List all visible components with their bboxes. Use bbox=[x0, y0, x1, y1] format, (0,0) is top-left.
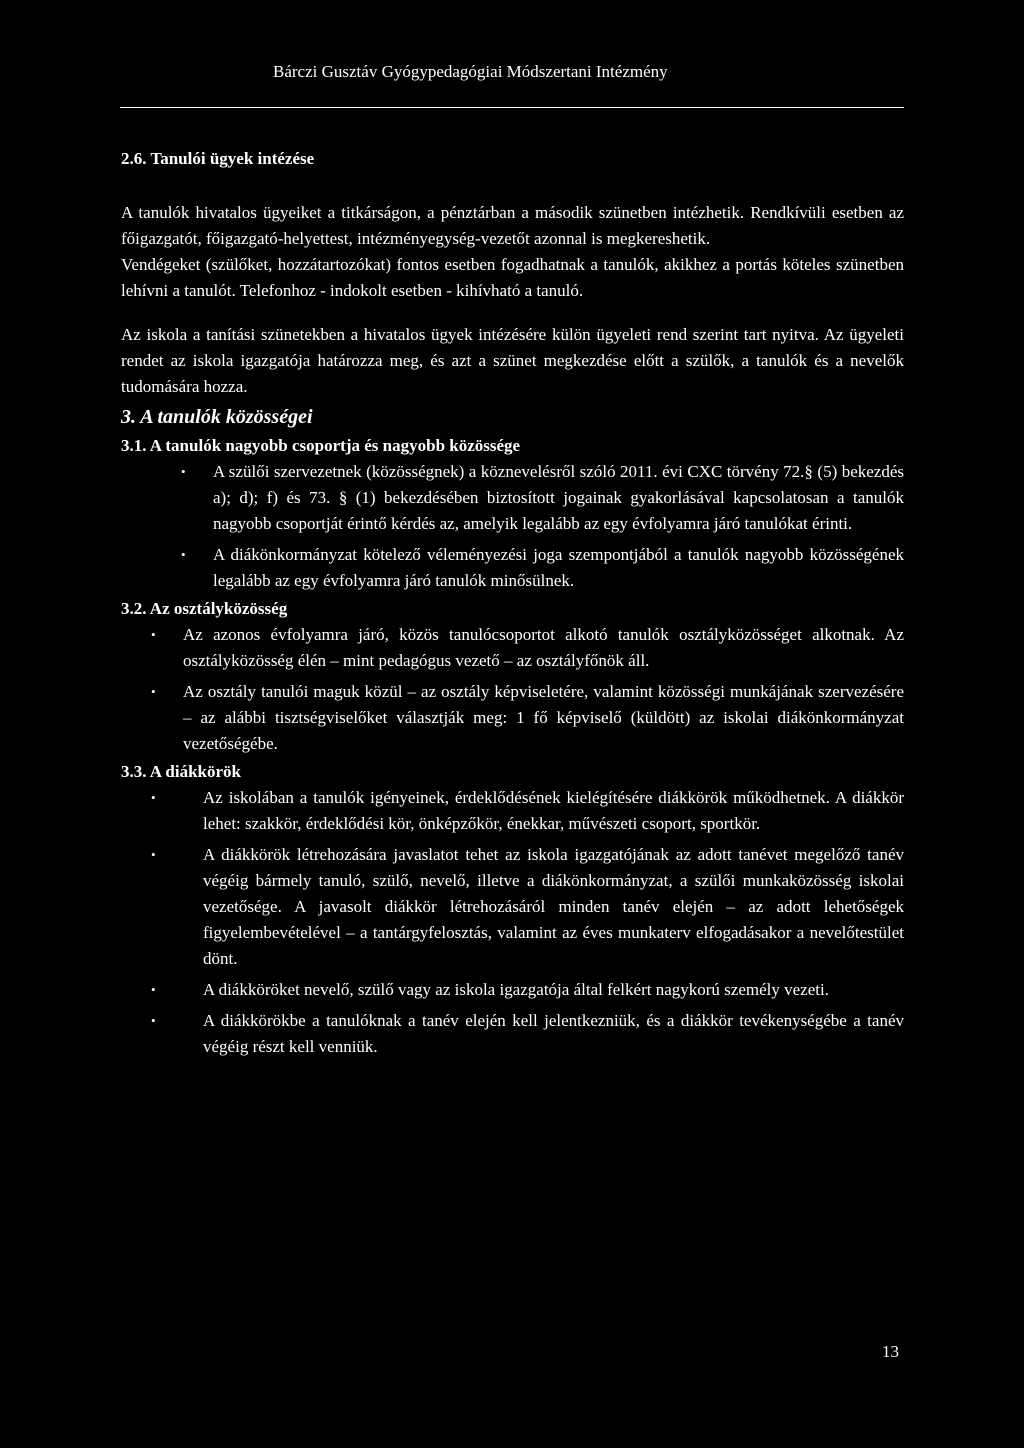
section-3-3-list bbox=[121, 785, 904, 1060]
list-item-text: A diákkörök létrehozására javaslatot tehet az iskola igazgatójának az adott tanévet megelőző tanév végéig bármely tanuló, szülő, nevelő, illetve a diákönkormányzat, a szülői munkaközösség iskolai vezetősége. A javasolt diákkör létrehozásáról minden tanév elején – az adott lehetőségek figyelembevételével – a tantárgyfelosztás, valamint az éves munkaterv elfogadásakor a nevelőtestület dönt. bbox=[203, 845, 904, 968]
bullet-icon: • bbox=[151, 1013, 156, 1028]
header-title: Bárczi Gusztáv Gyógypedagógiai Módszertani Intézmény bbox=[273, 62, 668, 81]
list-item-text: Az azonos évfolyamra járó, közös tanulócsoportot alkotó tanulók osztályközösséget alkotnak. Az osztályközösség élén – mint pedagógus vezető – az osztályfőnök áll. bbox=[183, 625, 904, 670]
bullet-icon: • bbox=[151, 790, 156, 805]
list-item-text: A diákkörökbe a tanulóknak a tanév elején kell jelentkezniük, és a diákkör tevékenységébe a tanév végéig részt kell venniük. bbox=[203, 1011, 904, 1056]
list-item-text: A diákönkormányzat kötelező véleményezési joga szempontjából a tanulók nagyobb közösségének legalább az egy évfolyamra járó tanulók minősülnek. bbox=[213, 545, 904, 590]
list-item bbox=[121, 542, 904, 594]
list-item-text: Az iskolában a tanulók igényeinek, érdeklődésének kielégítésére diákkörök működhetnek. A diákkör lehet: szakkör, érdeklődési kör, önképzőkör, énekkar, művészeti csoport, sportkör. bbox=[203, 788, 904, 833]
section-3-heading bbox=[121, 403, 904, 431]
section-2-6-paragraph-2: Vendégeket (szülőket, hozzátartozókat) fontos esetben fogadhatnak a tanulók, akikhez a portás köteles szünetben lehívni a tanulót. Telefonhoz - indokolt esetben - kihívható a tanuló. bbox=[121, 255, 904, 300]
section-3-title: A tanulók közösségei bbox=[140, 406, 313, 428]
paragraph-gap bbox=[121, 304, 904, 322]
section-3-1-list bbox=[121, 459, 904, 594]
section-2-6-paragraph-1: A tanulók hivatalos ügyeiket a titkárságon, a pénztárban a második szünetben intézhetik. Rendkívüli esetben az főigazgatót, főigazgató-helyettest, intézményegység-vezetőt azonnal is megkereshetik. bbox=[121, 203, 904, 248]
list-item bbox=[121, 1008, 904, 1060]
bullet-icon: • bbox=[151, 982, 156, 997]
document-body bbox=[121, 146, 904, 1060]
header-divider bbox=[120, 107, 904, 108]
list-item bbox=[121, 977, 904, 1003]
list-item-text: A diákköröket nevelő, szülő vagy az iskola igazgatója által felkért nagykorú személy vezeti. bbox=[203, 980, 829, 999]
list-item bbox=[121, 785, 904, 837]
list-item bbox=[121, 622, 904, 674]
section-3-1-heading: 3.1. A tanulók nagyobb csoportja és nagyobb közössége bbox=[121, 436, 521, 455]
list-item-text: Az osztály tanulói maguk közül – az osztály képviseletére, valamint közösségi munkájának szervezésére – az alábbi tisztségviselőket választják meg: 1 fő képviselő (küldött) az iskolai diákönkormányzat vezetőségébe. bbox=[183, 682, 904, 753]
bullet-icon: • bbox=[181, 547, 186, 562]
section-3-number: 3. bbox=[121, 406, 136, 428]
section-3-3-heading: 3.3. A diákkörök bbox=[121, 762, 241, 781]
bullet-icon: • bbox=[151, 627, 156, 642]
list-item-text: A szülői szervezetnek (közösségnek) a köznevelésről szóló 2011. évi CXC törvény 72.§ (5) bekezdés a); d); f) és 73. § (1) bekezdésében biztosított jogainak gyakorlásával kapcsolatosan a tanulók nagyobb csoportját érintő kérdés az, amelyik legalább az egy évfolyamra járó tanulókat érinti. bbox=[213, 462, 904, 533]
section-2-6-heading: 2.6. Tanulói ügyek intézése bbox=[121, 149, 315, 168]
list-item bbox=[121, 459, 904, 537]
bullet-icon: • bbox=[151, 684, 156, 699]
section-3-2-heading: 3.2. Az osztályközösség bbox=[121, 599, 288, 618]
page-number: 13 bbox=[882, 1342, 899, 1361]
bullet-icon: • bbox=[151, 847, 156, 862]
list-item bbox=[121, 842, 904, 972]
list-item bbox=[121, 679, 904, 757]
section-3-2-list bbox=[121, 622, 904, 757]
section-2-6-paragraph-3: Az iskola a tanítási szünetekben a hivatalos ügyek intézésére külön ügyeleti rend szerint tart nyitva. Az ügyeleti rendet az iskola igazgatója határozza meg, és azt a szünet megkezdése előtt a szülők, a tanulók és a nevelők tudomására hozza. bbox=[121, 325, 904, 396]
bullet-icon: • bbox=[181, 464, 186, 479]
